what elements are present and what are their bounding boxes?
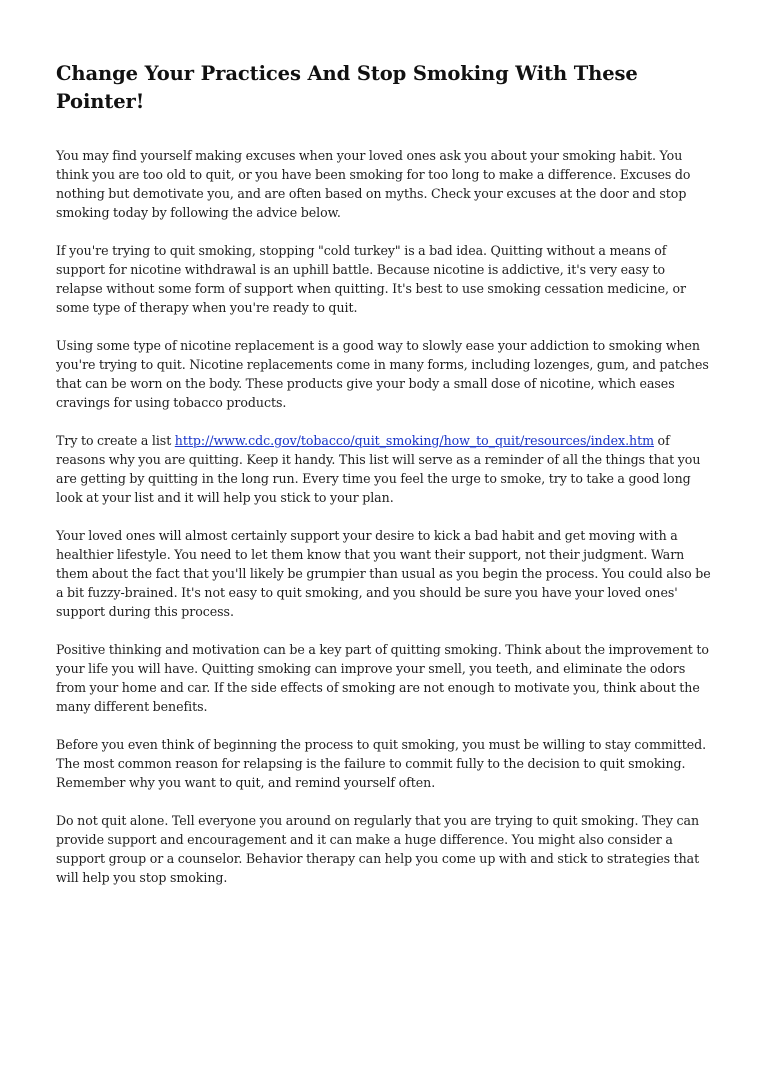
paragraph-commitment: Before you even think of beginning the process to quit smoking, you must be willing to stay committed. The most common reason for relapsing is the failure to commit fully to the decision to quit smoking. Remember why you want to quit, and remind yourself often.	[56, 737, 707, 790]
paragraph-reasons-text-before: Try to create a list	[56, 433, 175, 448]
cdc-resources-link[interactable]: http://www.cdc.gov/tobacco/quit_smoking/how_to_quit/resources/index.htm	[174, 433, 654, 448]
paragraph-excuses: You may find yourself making excuses when your loved ones ask you about your smoking habit. You think you are too old to quit, or you have been smoking for too long to make a difference. Excuses do nothing but demotivate you, and are often based on myths. Check your excuses at the door and stop smoking today by following the advice below.	[56, 148, 691, 220]
paragraph-loved-ones: Your loved ones will almost certainly support your desire to kick a bad habit and get moving with a healthier lifestyle. You need to let them know that you want their support, not their judgment. Warn them about the fact that you'll likely be grumpier than usual as you begin the process. You could also be a bit fuzzy-brained. It's not easy to quit smoking, and you should be sure you have your loved ones' support during this process.	[56, 528, 711, 619]
document-body	[56, 60, 712, 906]
paragraph-reasons-list	[56, 431, 712, 507]
paragraph-reasons-text-after: of reasons why you are quitting. Keep it handy. This list will serve as a reminder of all the things that you are getting by quitting in the long run. Every time you feel the urge to smoke, try to take a good long look at your list and it will help you stick to your plan.	[56, 433, 701, 505]
paragraph-cold-turkey: If you're trying to quit smoking, stopping "cold turkey" is a bad idea. Quitting without a means of support for nicotine withdrawal is an uphill battle. Because nicotine is addictive, it's very easy to relapse without some form of support when quitting. It's best to use smoking cessation medicine, or some type of therapy when you're ready to quit.	[56, 243, 686, 315]
paragraph-nicotine-replacement: Using some type of nicotine replacement is a good way to slowly ease your addiction to smoking when you're trying to quit. Nicotine replacements come in many forms, including lozenges, gum, and patches that can be worn on the body. These products give your body a small dose of nicotine, which eases cravings for using tobacco products.	[56, 338, 709, 410]
paragraph-do-not-quit-alone: Do not quit alone. Tell everyone you around on regularly that you are trying to quit smoking. They can provide support and encouragement and it can make a huge difference. You might also consider a support group or a counselor. Behavior therapy can help you come up with and stick to strategies that will help you stop smoking.	[56, 813, 700, 885]
paragraph-positive-thinking: Positive thinking and motivation can be a key part of quitting smoking. Think about the improvement to your life you will have. Quitting smoking can improve your smell, you teeth, and eliminate the odors from your home and car. If the side effects of smoking are not enough to motivate you, think about the many different benefits.	[56, 642, 709, 714]
document-title: Change Your Practices And Stop Smoking With These Pointer!	[56, 62, 638, 113]
